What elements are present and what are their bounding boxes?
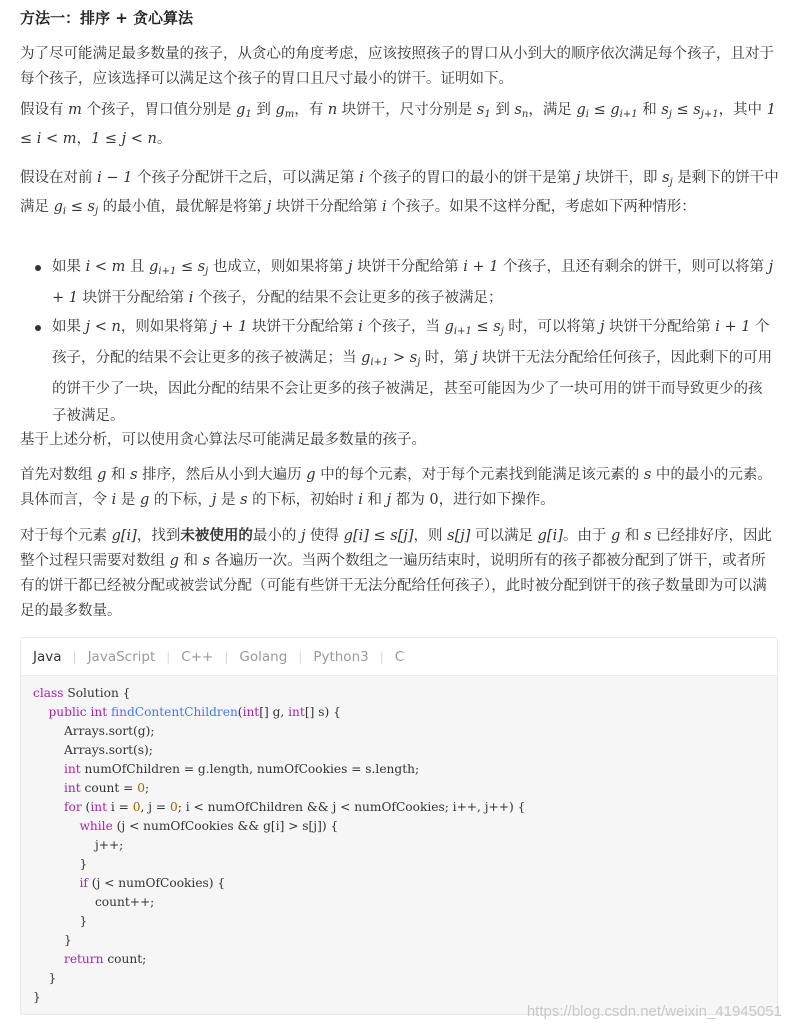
list-item: 如果 j < n，则如果将第 j + 1 块饼干分配给第 i 个孩子，当 $g_{i+1} \le s_j$ 时，可以将第 j 块饼干分配给第 i + 1 个孩子，分配的结果不会让更多的孩子被满足；当 $g_{i+1} > s_j$ 时，第 j 块饼干无法分配给任何孩子，因此剩下的可用的饼干少了一块，因此分配的结果不会让更多的孩子被满足，甚至可能因为少了一块可用的饼干而导致更少的孩子被满足。 [34,314,776,430]
code-line: int count = 0; [64,781,150,795]
code-line: Arrays.sort(s); [33,743,153,757]
tab-java[interactable]: Java [33,648,62,665]
code-line: j++; [33,838,124,852]
code-block [20,637,778,1015]
tab-golang[interactable]: Golang [239,648,288,665]
greedy-paragraph: 假设在对前 i − 1 个孩子分配饼干之后，可以满足第 i 个孩子的胃口的最小的饼干是第 j 块饼干，即 $s_j$ 是剩下的饼干中满足 $g_i \le s_j$ 的最小值，最优解是将第 j 块饼干分配给第 i 个孩子。如果不这样分配，考虑如下两种情形： [20,170,779,217]
code-line: } [33,914,88,928]
watermark: https://blog.csdn.net/weixin_41945051 [526,1003,782,1020]
code-line: } [33,857,88,871]
analysis-summary: 基于上述分析，可以使用贪心算法尽可能满足最多数量的孩子。 [20,432,426,448]
list-item: 如果 i < m 且 $g_{i+1} \le s_j$ 也成立，则如果将第 j 块饼干分配给第 i + 1 个孩子，且还有剩余的饼干，则可以将第 j + 1 块饼干分配给第 i 个孩子，分配的结果不会让更多的孩子被满足； [34,254,776,312]
code-line: } [33,990,41,1004]
assumption-paragraph: 假设有 m 个孩子，胃口值分别是 $g_1$ 到 $g_m$，有 n 块饼干，尺寸分别是 $s_1$ 到 $s_n$，满足 $g_i \le g_{i+1}$ 和 $s_j \le s_{j+1}$，其中 1 ≤ i < m，1 ≤ j < n。 [20,102,776,147]
code-line: return count; [64,952,147,966]
code-line: public int findContentChildren(int[] g, int[] s) { [48,705,341,719]
code-line: for (int i = 0, j = 0; i < numOfChildren && j < numOfCookies; i++, j++) { [64,800,526,814]
code-line: } [33,933,72,947]
code-line: class Solution { [33,686,131,700]
tab-c[interactable]: C [394,648,405,665]
code-line: } [33,971,57,985]
code-line: if (j < numOfCookies) { [79,876,226,890]
tab-python3[interactable]: Python3 [313,648,369,665]
code-line: count++; [33,895,155,909]
intro-paragraph: 为了尽可能满足最多数量的孩子，从贪心的角度考虑，应该按照孩子的胃口从小到大的顺序依次满足每个孩子，且对于每个孩子，应该选择可以满足这个孩子的胃口且尺寸最小的饼干。证明如下。 [20,46,774,87]
code-line: Arrays.sort(g); [33,724,155,738]
case-list [34,254,776,430]
language-tabs: Java | JavaScript | C++ | Golang | Python3 | C [21,638,777,676]
procedure-paragraph: 对于每个元素 g[i]，找到未被使用的最小的 j 使得 g[i] ≤ s[j]，则 s[j] 可以满足 g[i]。由于 g 和 s 已经排好序，因此整个过程只需要对数组 g 和 s 各遍历一次。当两个数组之一遍历结束时，说明所有的孩子都被分配到了饼干，或者所有的饼干都已经被分配或被尝试分配（可能有些饼干无法分配给任何孩子），此时被分配到饼干的孩子数量即为可以满足的最多数量。 [20,528,773,619]
tab-cpp[interactable]: C++ [181,648,214,665]
code-content [33,684,525,1007]
section-title: 方法一：排序 + 贪心算法 [20,9,194,27]
tab-javascript[interactable]: JavaScript [87,648,156,665]
sort-paragraph: 首先对数组 g 和 s 排序，然后从小到大遍历 g 中的每个元素，对于每个元素找到能满足该元素的 s 中的最小的元素。具体而言，令 i 是 g 的下标，j 是 s 的下标，初始时 i 和 j 都为 0，进行如下操作。 [20,467,772,508]
code-line: int numOfChildren = g.length, numOfCookies = s.length; [64,762,420,776]
code-line: while (j < numOfCookies && g[i] > s[j]) { [79,819,339,833]
